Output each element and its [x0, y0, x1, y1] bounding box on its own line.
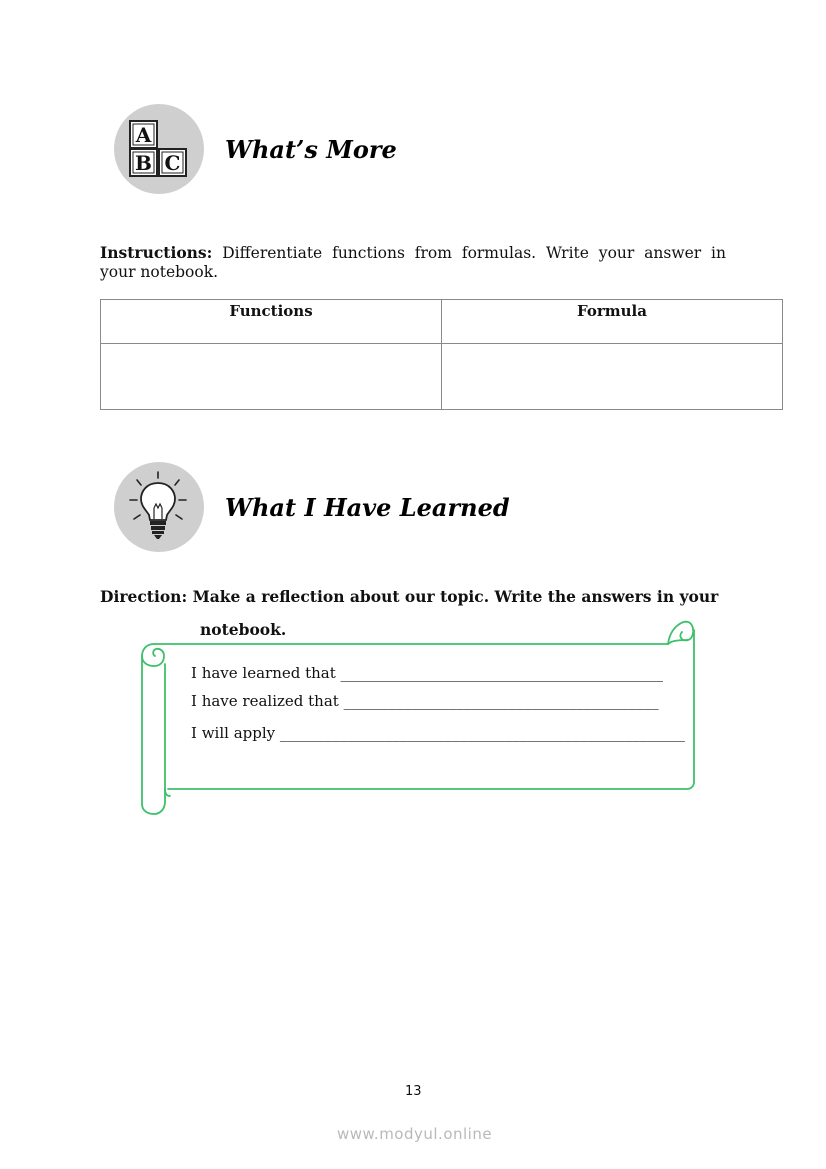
- instructions-text: Differentiate functions from formulas. Write your answer in your notebook.: [100, 244, 726, 281]
- table-header-functions: Functions: [101, 300, 442, 344]
- block-letter-b: B: [135, 151, 152, 175]
- whats-more-title: What’s More: [225, 135, 397, 164]
- functions-formula-table: [100, 299, 783, 410]
- direction-line-2: notebook.: [200, 620, 287, 639]
- instructions-label: Instructions:: [100, 243, 213, 262]
- table-cell-formula: [442, 344, 783, 410]
- instructions-paragraph: [100, 243, 726, 282]
- abc-blocks-graphic: [114, 104, 204, 194]
- block-letter-c: C: [164, 151, 181, 175]
- table-header-formula: Formula: [442, 300, 783, 344]
- scroll-frame: [138, 618, 700, 818]
- reflection-line-realized: I have realized that __________________________________________: [191, 692, 659, 710]
- page-number: 13: [405, 1084, 422, 1099]
- direction-line-1: Direction: Make a reflection about our topic. Write the answers in your: [100, 587, 719, 606]
- table-row: [101, 344, 783, 410]
- what-i-have-learned-title: What I Have Learned: [225, 493, 510, 522]
- block-letter-a: A: [135, 123, 152, 147]
- reflection-line-apply: I will apply ______________________________________________________: [191, 724, 685, 742]
- reflection-line-learned: I have learned that ___________________________________________: [191, 664, 664, 682]
- lightbulb-icon: [114, 462, 204, 552]
- table-cell-functions: [101, 344, 442, 410]
- lightbulb-graphic: [114, 462, 204, 552]
- abc-blocks-icon: [114, 104, 204, 194]
- watermark: www.modyul.online: [337, 1125, 493, 1143]
